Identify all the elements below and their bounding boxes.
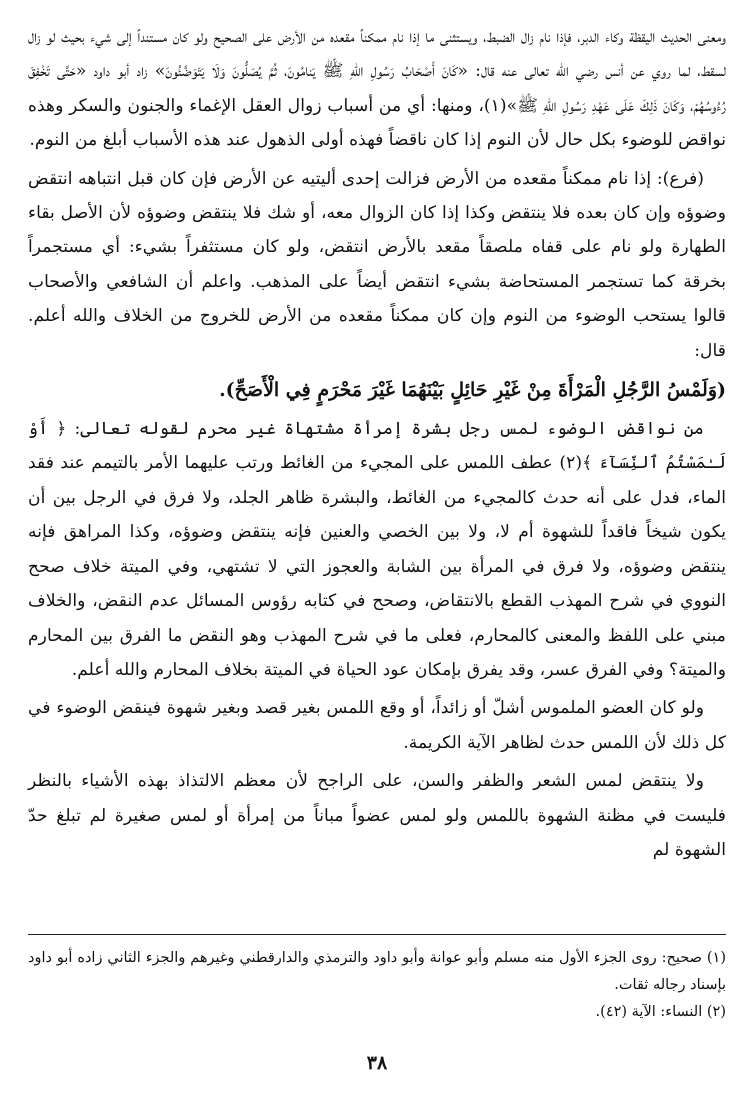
paragraph-touched-limb: ولو كان العضو الملموس أشلّ أو زائداً، أو وقع اللمس بغير قصد وبغير شهوة فينقض الوضوء في كل ذلك لأن اللمس حدث لظاهر الآية الكريمة. [28, 698, 726, 753]
paragraph-touch-nullifier: من نواقض الوضوء لمس رجل بشرة إمرأة مشتهاة غير محرم لقوله تعالى: ﴿ أَوْ لَـٰمَسْتُمُ ٱلنِّسَآءَ ﴾(٢) عطف اللمس على المجيء من الغائط ورتب عليهما الأمر بالتيمم عند فقد الماء، فدل على أنه حدث كالمجيء من الغائط، والبشرة ظاهر الجلد، ولا فرق في الرجل بين أن يكون شيخاً فاقداً للشهوة أم لا، ولا بين الخصي والعنين فإنه ينتقض وضوؤه، وكذا المراهق فإنه ينتقض وضوؤه، ولا فرق في المرأة بين الشابة والعجوز التي لا تشتهي، وفي الميتة خلاف صحح النووي في شرح المهذب القطع بالانتقاض، وصحح في كتابه رؤوس المسائل عدم النقض، والخلاف مبني على اللفظ والمعنى كالمحارم، فعلى ما في شرح المهذب وهو النقض ما الفرق بين المحارم والميتة؟ وفي الفرق عسر، وقد يفرق بإمكان عود الحياة في الميتة بخلاف المحارم والله أعلم. [28, 419, 726, 680]
paragraph-branch-sleep: (فرع): إذا نام ممكناً مقعده من الأرض فزالت إحدى أليتيه عن الأرض فإن كان قبل انتباهه انتقض وضوؤه وإن كان بعده فلا ينتقض وكذا إذا كان الزوال معه، أو شك فلا ينتقض وضوؤه لأن الأصل بقاء الطهارة ولو نام على قفاه ملصقاً مقعد بالأرض انتقض، ولو كان مستثفراً بشيء: أي مستجمراً بخرقة كما تستجمر المستحاضة بشيء انتقض أيضاً على المذهب. واعلم أن الشافعي والأصحاب قالوا يستحب الوضوء من النوم وإن كان ممكناً مقعده من الأرض للخروج من الخلاف والله أعلم. قال: [28, 168, 726, 361]
footnote-2: (٢) النساء: الآية (٤٢). [595, 1004, 726, 1020]
matn-heading-touch: (وَلَمْسُ الرَّجُلِ الْمَرْأَةَ مِنْ غَيْرِ حَائِلٍ بَيْنَهُمَا غَيْرَ مَحْرَمٍ فِي الْأَصَحِّ). [219, 379, 726, 402]
footnotes-section [28, 934, 726, 1026]
document-page [28, 20, 726, 1080]
paragraph-sleep-meaning: ومعنى الحديث اليقظة وكاء الدبر، فإذا نام زال الضبط، ويستثنى ما إذا نام ممكناً مقعده من الأرض على الصحيح ولو كان مستنداً إلى شيء بحيث لو زال لسقط، لما روي عن أنس رضي الله تعالى عنه قال: «كَانَ أَصْحَابُ رَسُولِ اللهِ ﷺ يَنامُونَ، ثُمَّ يُصَلُّونَ وَلَا يَتَوَضَّئُونَ» زاد أبو داود «حَتَّى تَخْفِقَ رُءُوسُهُمْ، وَكَانَ ذَلِكَ عَلَى عَهْدِ رَسُولِ اللهِ ﷺ»(١)، ومنها: أي من أسباب زوال العقل الإغماء والجنون والسكر وهذه نواقض للوضوء بكل حال لأن النوم إذا كان ناقضاً فهذه أولى الذهول عند هذه الأسباب أبلغ من النوم. [28, 27, 726, 151]
footnote-1: (١) صحيح: روى الجزء الأول منه مسلم وأبو عوانة وأبو داود والترمذي والدارقطني وغيرهم والجزء الثاني زاده أبو داود بإسناد رجاله ثقات. [28, 950, 726, 993]
paragraph-hair-nails: ولا ينتقض لمس الشعر والظفر والسن، على الراجح لأن معظم الالتذاذ بهذه الأشياء بالنظر فليست في مظنة الشهوة باللمس ولو لمس عضواً مباناً من إمرأة أو لمس صغيرة لم تبلغ حدّ الشهوة لم [28, 771, 726, 860]
page-number: ٣٨ [366, 1052, 388, 1074]
footnote-divider [28, 934, 726, 935]
